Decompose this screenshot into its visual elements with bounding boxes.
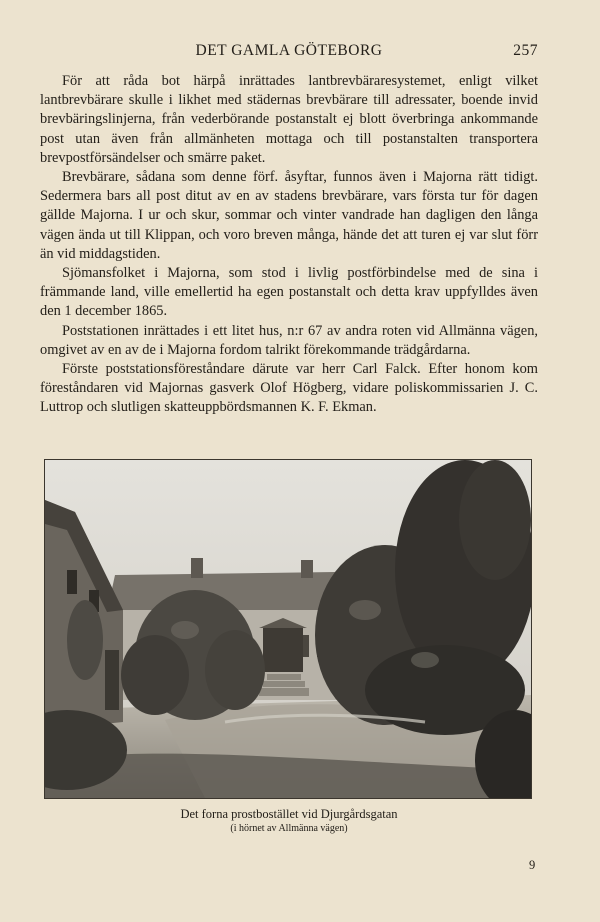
running-header <box>40 42 538 64</box>
paragraph: Sjömansfolket i Majorna, som stod i livlig postförbindelse med de sina i främmande land, ville emellertid ha egen postanstalt och detta krav uppfylldes även den 1 december 1865. <box>40 265 538 320</box>
caption-sub: (i hörnet av Allmänna vägen) <box>230 823 348 834</box>
paragraph: Brevbärare, sådana som denne förf. åsyftar, funnos även i Majorna rätt tidigt. Sedermera bars all post ditut av en av stadens brevbärare, vars första tur för dagen gällde Majorna. I ur och skur, sommar och vinter vandrade han dagligen den långa vägen ända ut till Klippan, och voro breven många, hände det att turen ej var slut förr än vid middagstiden. <box>40 169 538 262</box>
running-title: DET GAMLA GÖTEBORG <box>195 42 383 59</box>
caption-main: Det forna prostbostället vid Djurgårdsgatan <box>180 807 398 821</box>
paragraph: För att råda bot härpå inrättades lantbrevbäraresystemet, enligt vilket lantbrevbärare skulle i likhet med städernas brevbärare till adressater, boende invid brevbäringslinjerna, från vederbörande postanstalt ej blott överbringa ankommande post utan även från allmänheten mottaga och till postanstalten transportera brevpostförsändelser och smärre paket. <box>40 73 538 166</box>
photo-caption <box>40 806 538 836</box>
paragraph: Förste poststationsföreståndare därute var herr Carl Falck. Efter honom kom föreståndaren vid Majornas gasverk Olof Högberg, vidare poliskommissarien J. C. Luttrop och slutligen skatteuppbördsmannen K. F. Ekman. <box>40 361 538 416</box>
paragraph: Poststationen inrättades i ett litet hus, n:r 67 av andra roten vid Allmänna vägen, omgivet av en av de i Majorna fordom talrikt förekommande trädgårdarna. <box>40 322 538 358</box>
signature-mark: 9 <box>529 858 536 872</box>
page-number: 257 <box>513 42 538 59</box>
body-text <box>40 72 538 418</box>
photograph-parsonage <box>44 459 532 799</box>
